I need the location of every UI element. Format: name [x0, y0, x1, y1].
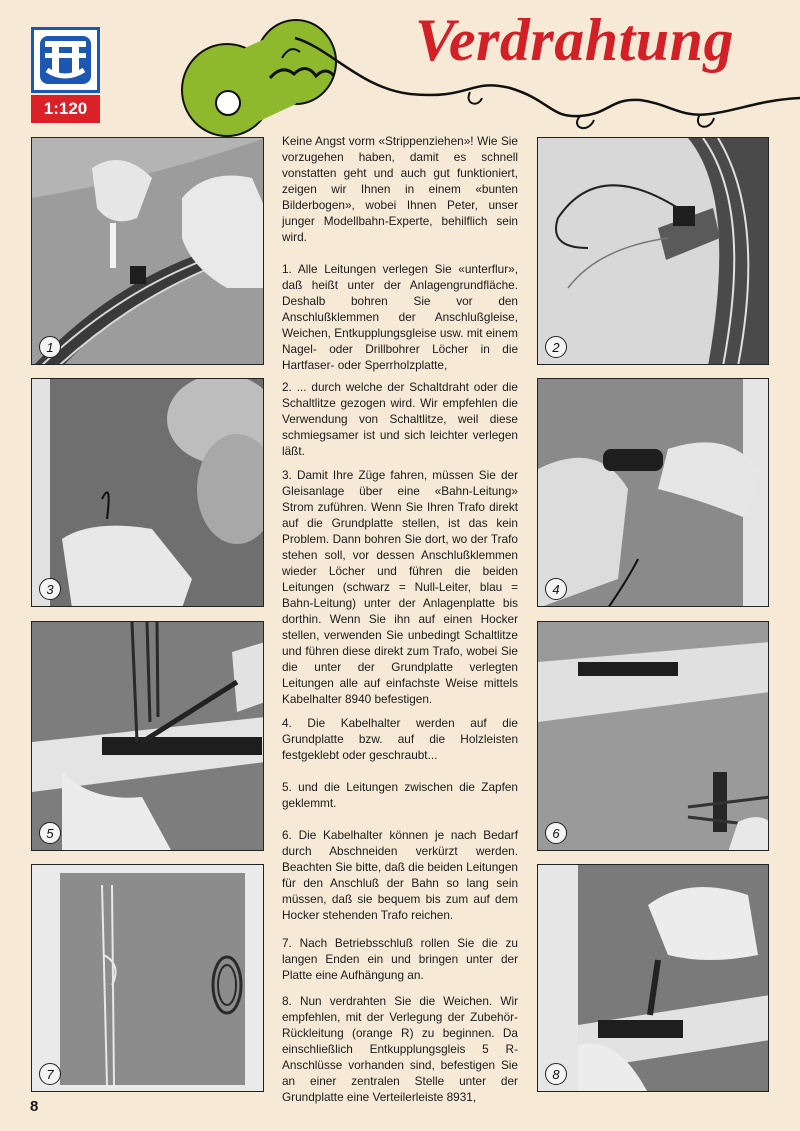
brand-logo — [31, 27, 100, 123]
photo-4 — [537, 378, 769, 607]
photo-number-8: 8 — [545, 1063, 567, 1085]
scale-label: 1:120 — [31, 95, 100, 123]
photo-number-7: 7 — [39, 1063, 61, 1085]
photo-number-5: 5 — [39, 822, 61, 844]
hands-cable-holder-illustration — [538, 379, 769, 607]
boy-threading-wire-illustration — [32, 379, 264, 607]
photo-5 — [31, 621, 264, 851]
photo-number-4: 4 — [545, 578, 567, 600]
logo-emblem — [31, 27, 100, 93]
step-2-text: 2. ... durch welche der Schaltdraht oder die Schaltlitze gezogen wird. Wir empfehlen die Verwendung von Schaltlitze, weil diese schmiegsamer ist und sich leichter verlegen läßt. — [282, 380, 518, 458]
photo-number-6: 6 — [545, 822, 567, 844]
intro-paragraph: Keine Angst vorm «Strippenziehen»! Wie Sie vorzugehen haben, damit es schnell vonstatten geht und auch gut funktioniert, zeigen wir Ihnen in einem «bunten Bilderbogen», wobei Ihnen Peter, unser junger Modellbahn-Experte, behilflich sein wird. — [282, 134, 518, 244]
page-title: Verdrahtung — [415, 7, 734, 73]
step-7-text: 7. Nach Betriebsschluß rollen Sie die zu langen Enden ein und bringen unter der Platte eine Aufhängung an. — [282, 936, 518, 982]
screwing-cable-holder-illustration — [32, 622, 264, 851]
track-drilling-illustration — [32, 138, 264, 365]
cutting-cable-holder-illustration — [538, 622, 769, 851]
photo-2 — [537, 137, 769, 365]
photo-number-3: 3 — [39, 578, 61, 600]
step-5-text: 5. und die Leitungen zwischen die Zapfen geklemmt. — [282, 780, 518, 810]
step-8-text: 8. Nun verdrahten Sie die Weichen. Wir empfehlen, mit der Verlegung der Zubehör-Rückleitung (orange R) zu beginnen. Da einschließlich Entkupplungsgleis 5 R-Anschlüsse vorhanden sind, befestigen Sie an einer zentralen Stelle unter der Grundplatte eine Verteilerleiste 8931, — [282, 994, 518, 1104]
page-number: 8 — [30, 1098, 39, 1115]
terminal-clip-illustration — [538, 138, 769, 365]
photo-number-2: 2 — [545, 336, 567, 358]
step-3-text: 3. Damit Ihre Züge fahren, müssen Sie der Gleisanlage über eine «Bahn-Leitung» Strom zuführen. Wenn Sie Ihren Trafo direkt auf die Grundplatte stellen, ist das kein Problem. Dann bohren Sie dort, wo der Trafo stehen soll, vor dessen Anschlußklemmen wieder Löcher und führen die beiden Leitungen (schwarz = Null-Leiter, blau = Bahn-Leitung) unter der Anlagenplatte bis dorthin. Wenn Sie ihn auf einen Hocker stellen, verwenden Sie unbedingt Schaltlitze und führen diese direkt zum Trafo, wobei Sie die unter der Grundplatte verlegten Leitungen alle auf einfachste Weise mittels Kabelhalter 8940 befestigen. — [282, 468, 518, 706]
distribution-strip-illustration — [538, 865, 769, 1092]
photo-7 — [31, 864, 264, 1092]
coiled-cables-illustration — [32, 865, 264, 1092]
photo-number-1: 1 — [39, 336, 61, 358]
photo-6 — [537, 621, 769, 851]
photo-1 — [31, 137, 264, 365]
photo-3 — [31, 378, 264, 607]
step-4-text: 4. Die Kabelhalter werden auf die Grundplatte bzw. auf die Holzleisten festgeklebt oder geschraubt... — [282, 716, 518, 762]
tt-logo-icon — [34, 30, 97, 90]
photo-8 — [537, 864, 769, 1092]
step-1-text: 1. Alle Leitungen verlegen Sie «unterflur», daß heißt unter der Anlagengrundfläche. Deshalb bohren Sie vor den Anschlußklemmen der Anschlußgleise, Weichen, Entkupplungsgleise usw. mit einem Nagel- oder Drillbohrer Löcher in die Hartfaser- oder Sperrholzplatte, — [282, 262, 518, 372]
step-6-text: 6. Die Kabelhalter können je nach Bedarf durch Abschneiden verkürzt werden. Beachten Sie bitte, daß die beiden Leitungen für den Anschluß der Bahn so lang sein müssen, daß sie bequem bis zum auf dem Hocker stehenden Trafo reichen. — [282, 828, 518, 922]
